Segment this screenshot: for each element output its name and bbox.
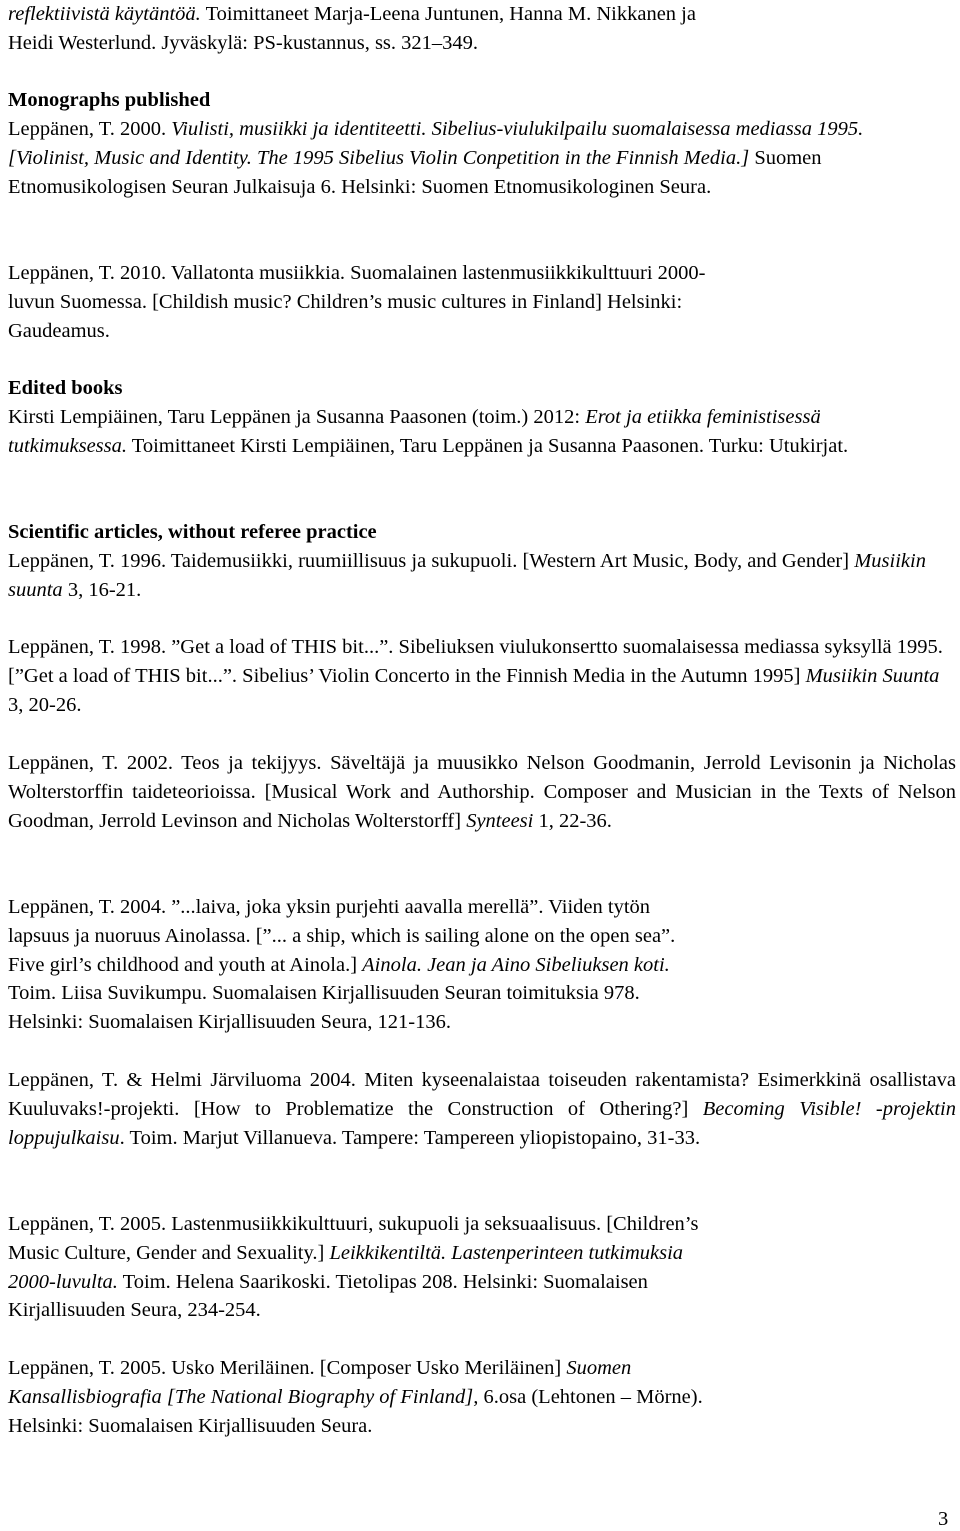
monograph-title-2000: Viulisti, musiikki ja identiteetti. Sibelius-viulukilpailu suomalaisessa mediassa 1995. [Violinist, Music and Identity. The 1995 Sibelius Violin Conpetition in the Finnish Media.] xyxy=(8,118,864,169)
article-entry-1998: Leppänen, T. 1998. ”Get a load of THIS bit...”. Sibeliuksen viulukonsertto suomalaisessa mediassa syksyllä 1995. [”Get a load of THIS bit...”. Sibelius’ Violin Concerto in the Finnish Media in the Autumn 1995] Musiikin Suunta 3, 20-26. xyxy=(8,636,943,716)
article-entry-2004: Leppänen, T. 2004. ”...laiva, joka yksin purjehti aavalla merellä”. Viiden tytön lapsuus ja nuoruus Ainolassa. [”... a ship, which is sailing alone on the open sea”. Five girl’s childhood and youth at Ainola.] Ainola. Jean ja Aino Sibeliuksen koti. Toim. Liisa Suvikumpu. Suomalaisen Kirjallisuuden Seuran toimituksia 978. Helsinki: Suomalaisen Kirjallisuuden Seura, 121-136. xyxy=(8,896,676,1034)
continuation-paragraph xyxy=(8,0,956,58)
article-entry-2004-jarviluoma: Leppänen, T. & Helmi Järviluoma 2004. Miten kyseenalaistaa toiseuden rakentamista? Esimerkkinä osallistava Kuuluvaks!-projekti. [How to Problematize the Construction of Othering?] Becoming Visible! -projektin loppujulkaisu. Toim. Marjut Villanueva. Tampere: Tampereen yliopistopaino, 31-33. xyxy=(8,1069,956,1149)
article-entry-2005-merilainen: Leppänen, T. 2005. Usko Meriläinen. [Composer Usko Meriläinen] Suomen Kansallisbiografia [The National Biography of Finland], 6.osa (Lehtonen – Mörne). Helsinki: Suomalaisen Kirjallisuuden Seura. xyxy=(8,1357,703,1437)
continuation-line-2: Heidi Westerlund. Jyväskylä: PS-kustannus, ss. 321–349. xyxy=(8,31,479,54)
monograph-entry-2010: Leppänen, T. 2010. Vallatonta musiikkia. Suomalainen lastenmusiikkikulttuuri 2000- luvun Suomessa. [Childish music? Children’s music cultures in Finland] Helsinki: Gaudeamus. xyxy=(8,262,706,342)
monographs-heading: Monographs published xyxy=(8,89,211,111)
edited-book-entry: Kirsti Lempiäinen, Taru Leppänen ja Susanna Paasonen (toim.) 2012: Erot ja etiikka feministisessä tutkimuksessa. Toimittaneet Kirsti Lempiäinen, Taru Leppänen ja Susanna Paasonen. Turku: Utukirjat. xyxy=(8,406,849,457)
articles-heading: Scientific articles, without referee practice xyxy=(8,521,377,543)
monograph-entry-2000: Leppänen, T. 2000. Viulisti, musiikki ja identiteetti. Sibelius-viulukilpailu suomalaisessa mediassa 1995. [Violinist, Music and Identity. The 1995 Sibelius Violin Conpetition in the Finnish Media.] Suomen Etnomusikologisen Seuran Julkaisuja 6. Helsinki: Suomen Etnomusikologinen Seura. xyxy=(8,118,864,198)
article-entry-2005-children: Leppänen, T. 2005. Lastenmusiikkikulttuuri, sukupuoli ja seksuaalisuus. [Children’s Music Culture, Gender and Sexuality.] Leikkikentiltä. Lastenperinteen tutkimuksia 2000-luvulta. Toim. Helena Saarikoski. Tietolipas 208. Helsinki: Suomalaisen Kirjallisuuden Seura, 234-254. xyxy=(8,1213,699,1322)
page-number: 3 xyxy=(938,1508,949,1530)
article-entry-2002: Leppänen, T. 2002. Teos ja tekijyys. Säveltäjä ja muusikko Nelson Goodmanin, Jerrold Levisonin ja Nicholas Wolterstorffin taideteorioissa. [Musical Work and Authorship. Composer and Musician in the Texts of Nelson Goodman, Jerrold Levinson and Nicholas Wolterstorff] Synteesi 1, 22-36. xyxy=(8,752,956,832)
article-entry-1996: Leppänen, T. 1996. Taidemusiikki, ruumiillisuus ja sukupuoli. [Western Art Music, Body, and Gender] Musiikin suunta 3, 16-21. xyxy=(8,550,926,601)
continuation-line-1: reflektiivistä käytäntöä. Toimittaneet Marja-Leena Juntunen, Hanna M. Nikkanen ja xyxy=(8,3,696,25)
edited-books-heading: Edited books xyxy=(8,377,123,399)
